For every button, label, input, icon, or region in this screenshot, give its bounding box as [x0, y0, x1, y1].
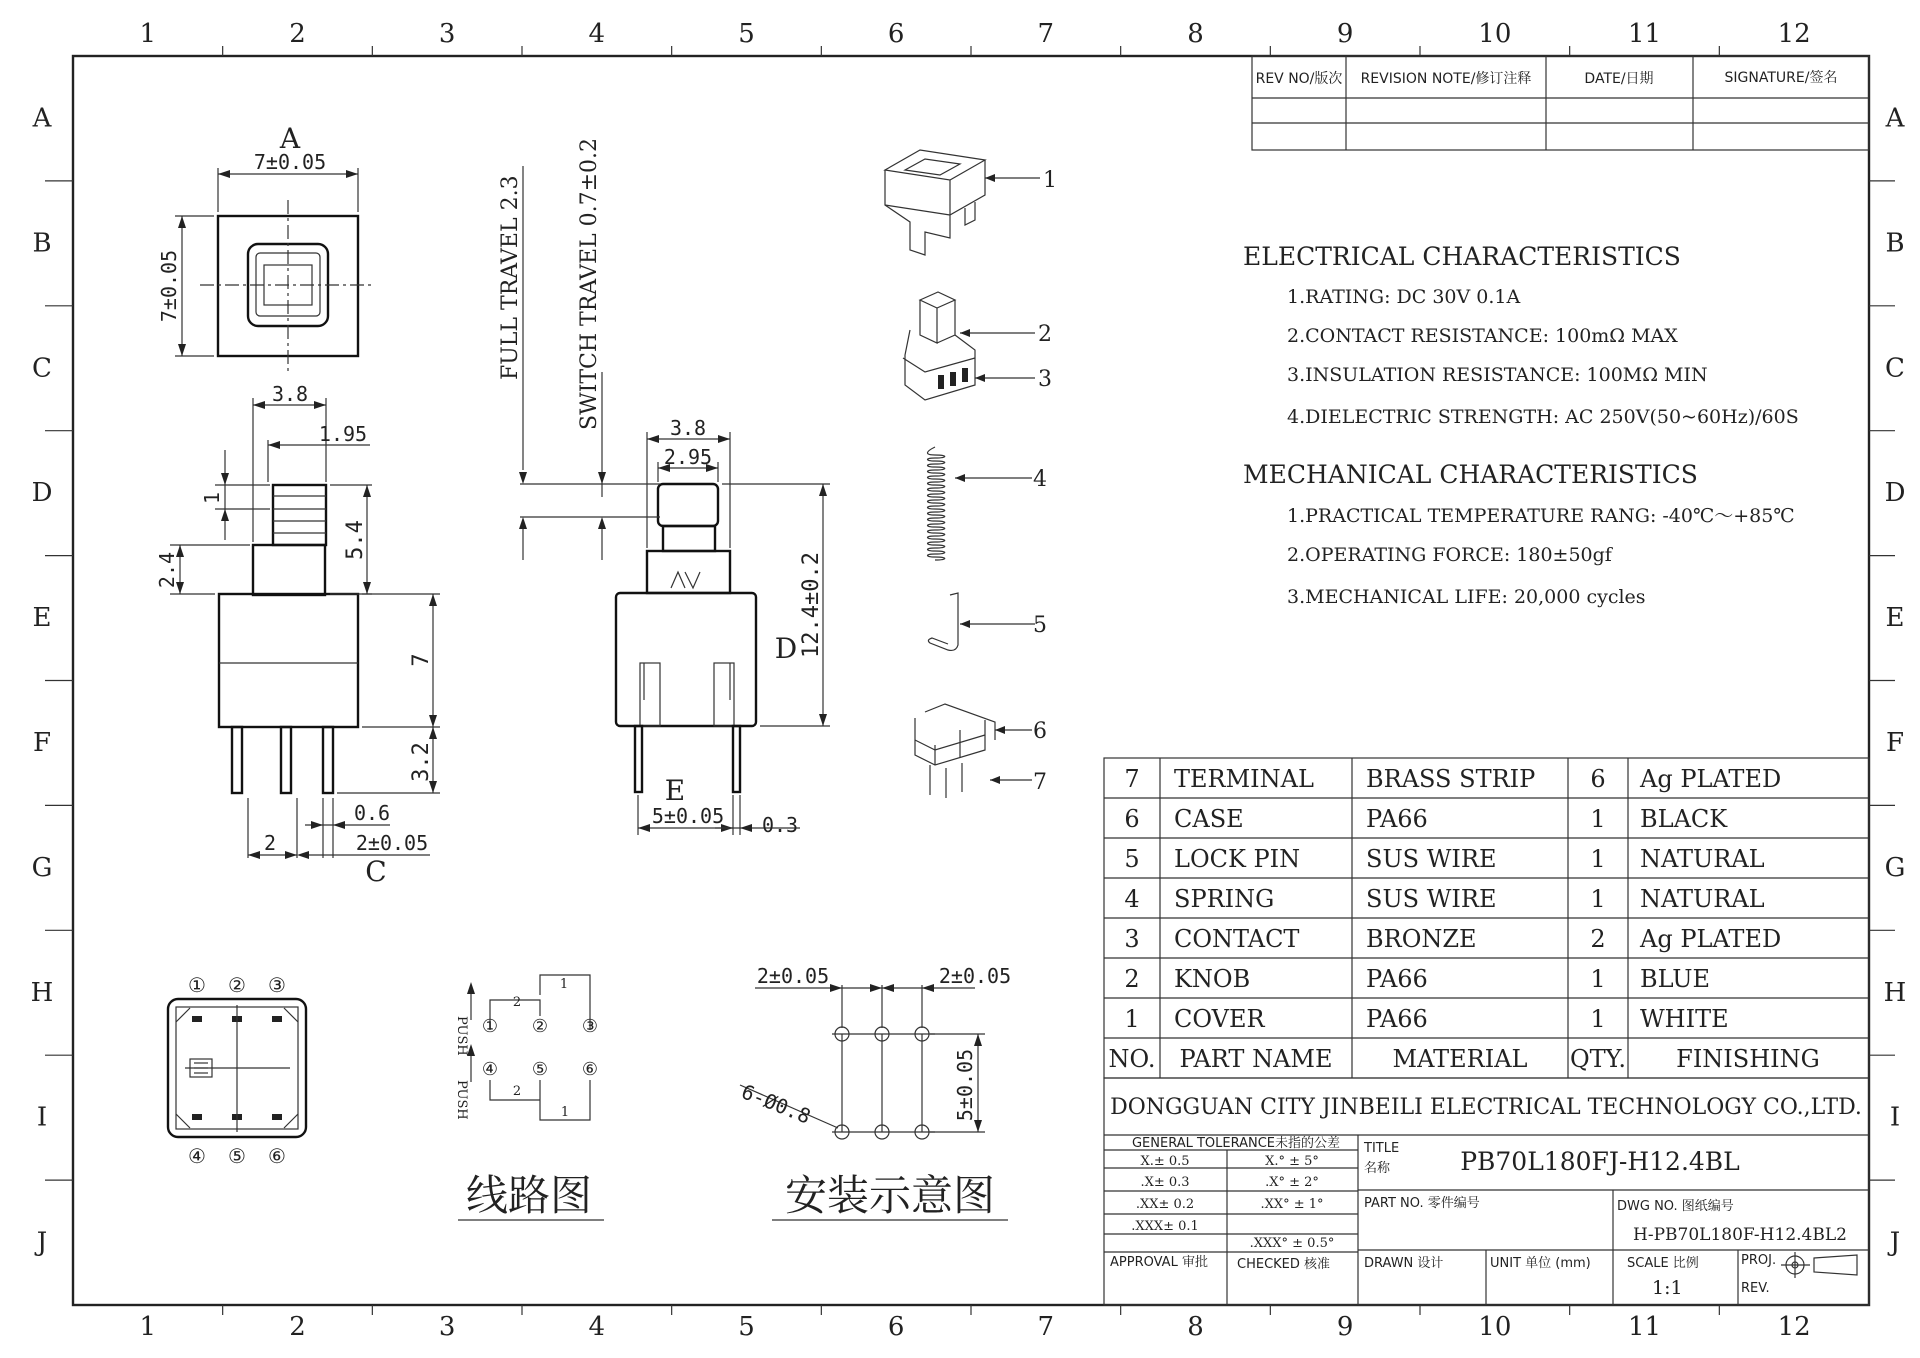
side-view — [498, 138, 830, 837]
dim-a-width: 7±0.05 — [253, 150, 327, 174]
grid-row-label: I — [1889, 1102, 1901, 1133]
bom-cell-material: PA66 — [1366, 965, 1428, 993]
dim-front-5-4: 5.4 — [343, 520, 368, 560]
electrical-title: ELECTRICAL CHARACTERISTICS — [1243, 242, 1681, 271]
bom-cell-finish: BLUE — [1640, 965, 1711, 993]
grid-row-label: E — [32, 603, 52, 634]
unit-label: UNIT 单位 (mm) — [1490, 1256, 1591, 1271]
dim-side-5: 5±0.05 — [651, 804, 725, 828]
grid-column-label: 11 — [1627, 19, 1662, 49]
bom-cell-name: CONTACT — [1174, 925, 1300, 953]
grid-row-label: I — [36, 1102, 48, 1133]
part-case-terminal — [915, 704, 1032, 798]
tolerance-linear: .XX± 0.2 — [1135, 1197, 1195, 1212]
drawn-label: DRAWN 设计 — [1364, 1256, 1444, 1271]
contact-number: 2 — [512, 995, 522, 1010]
bom-cell-name: LOCK PIN — [1174, 845, 1301, 873]
grid-row-label: A — [1885, 103, 1905, 134]
grid-row-label: F — [32, 727, 52, 758]
view-a-label: A — [279, 122, 301, 155]
bom-header-material: MATERIAL — [1392, 1045, 1528, 1073]
contact-number: 1 — [559, 977, 569, 992]
bom-cell-finish: Ag PLATED — [1640, 765, 1782, 793]
grid-column-label: 3 — [438, 19, 456, 49]
grid-column-label: 4 — [588, 1312, 606, 1342]
push-label: PUSH — [454, 1080, 469, 1120]
pin-label: ② — [531, 1016, 549, 1037]
tolerance-linear: .XXX± 0.1 — [1131, 1219, 1199, 1234]
grid-column-label: 6 — [887, 1312, 905, 1342]
grid-column-label: 3 — [438, 1312, 456, 1342]
view-c-label: C — [365, 855, 387, 888]
dim-front-2-4: 2.4 — [155, 551, 179, 589]
electrical-item: 4.DIELECTRIC STRENGTH: AC 250V(50~60Hz)/60S — [1287, 406, 1799, 428]
callout-7: 7 — [1033, 770, 1047, 795]
rev-header-no: REV NO/版次 — [1255, 71, 1343, 87]
company-name: DONGGUAN CITY JINBEILI ELECTRICAL TECHNOLOGY CO.,LTD. — [1110, 1095, 1862, 1120]
bom-cell-no: 7 — [1124, 765, 1140, 793]
scale-value: 1:1 — [1652, 1277, 1683, 1299]
proj-label: PROJ. — [1741, 1253, 1777, 1268]
grid-column-label: 9 — [1336, 1312, 1354, 1342]
grid-row-label: D — [31, 478, 53, 509]
dim-side-12-4: 12.4±0.2 — [799, 552, 824, 658]
mounting-diagram — [738, 964, 1011, 1220]
dwg-no-label: DWG NO. 图纸编号 — [1617, 1199, 1734, 1214]
bom-cell-qty: 6 — [1590, 765, 1606, 793]
callout-6: 6 — [1033, 719, 1047, 744]
scale-label: SCALE 比例 — [1627, 1256, 1699, 1271]
grid-row-label: G — [1884, 852, 1906, 883]
grid-row-label: B — [1885, 228, 1905, 259]
mechanical-item: 1.PRACTICAL TEMPERATURE RANG: -40℃～+85℃ — [1287, 505, 1795, 527]
dim-front-1: 1 — [200, 491, 224, 505]
bom-cell-name: CASE — [1174, 805, 1244, 833]
dim-a-height: 7±0.05 — [157, 249, 181, 323]
bom-cell-name: COVER — [1174, 1005, 1265, 1033]
bottom-view — [168, 973, 306, 1168]
grid-row-label: C — [32, 353, 52, 384]
callout-2: 2 — [1038, 322, 1052, 347]
bom-cell-finish: BLACK — [1640, 805, 1728, 833]
grid-column-label: 1 — [139, 19, 157, 49]
bom-cell-qty: 1 — [1590, 965, 1606, 993]
mechanical-title: MECHANICAL CHARACTERISTICS — [1243, 460, 1698, 489]
bom-cell-material: SUS WIRE — [1366, 845, 1497, 873]
electrical-item: 1.RATING: DC 30V 0.1A — [1287, 286, 1521, 308]
grid-row-label: F — [1885, 727, 1905, 758]
dim-front-7: 7 — [409, 653, 434, 667]
contact-number: 2 — [512, 1084, 522, 1099]
bom-cell-material: PA66 — [1366, 1005, 1428, 1033]
grid-column-label: 4 — [588, 19, 606, 49]
tolerance-label: GENERAL TOLERANCE未指的公差 — [1131, 1136, 1341, 1151]
pin-label: ⑥ — [268, 1144, 286, 1168]
grid-row-label: A — [32, 103, 52, 134]
part-cover — [885, 150, 1040, 255]
dim-front-1-95: 1.95 — [318, 422, 368, 446]
dim-mount-pitch-a: 2±0.05 — [756, 964, 830, 988]
bom-header-qty: QTY. — [1569, 1045, 1627, 1073]
pin-label: ③ — [581, 1016, 599, 1037]
dim-mount-holes: 6-Ø0.8 — [738, 1079, 815, 1129]
dim-front-2-pitch: 2±0.05 — [355, 831, 429, 855]
checked-label: CHECKED 核准 — [1237, 1257, 1331, 1272]
title-label: TITLE — [1364, 1141, 1400, 1156]
part-title: PB70L180FJ-H12.4BL — [1460, 1147, 1740, 1176]
dim-front-0-6: 0.6 — [353, 801, 391, 825]
grid-column-label: 10 — [1478, 1312, 1512, 1342]
dim-front-3-8: 3.8 — [271, 382, 309, 406]
dim-mount-pitch-b: 2±0.05 — [938, 964, 1012, 988]
grid-column-label: 12 — [1777, 1312, 1811, 1342]
grid-column-label: 5 — [738, 19, 755, 49]
grid-column-label: 2 — [289, 1312, 306, 1342]
rev-label: REV. — [1741, 1281, 1770, 1296]
grid-row-label: D — [1884, 478, 1906, 509]
bom-cell-qty: 1 — [1590, 1005, 1606, 1033]
grid-column-label: 12 — [1777, 19, 1811, 49]
pin-label: ③ — [268, 973, 286, 997]
grid-column-label: 7 — [1037, 1312, 1055, 1342]
bom-cell-finish: Ag PLATED — [1640, 925, 1782, 953]
electrical-item: 3.INSULATION RESISTANCE: 100MΩ MIN — [1287, 364, 1708, 386]
bom-cell-material: PA66 — [1366, 805, 1428, 833]
grid-row-label: H — [1883, 977, 1907, 1008]
tolerance-angular: .XXX° ± 0.5° — [1249, 1236, 1335, 1251]
tolerance-angular: X.° ± 5° — [1265, 1154, 1319, 1169]
bill-of-materials-table — [1104, 758, 1869, 1078]
grid-column-label: 1 — [139, 1312, 157, 1342]
tolerance-angular: .XX° ± 1° — [1260, 1197, 1324, 1212]
view-e-label: E — [664, 774, 686, 807]
part-knob-contact — [903, 292, 1035, 400]
top-view — [157, 122, 375, 372]
callout-5: 5 — [1033, 613, 1047, 638]
dwg-no: H-PB70L180F-H12.4BL2 — [1633, 1225, 1847, 1245]
dim-switch-travel: SWITCH TRAVEL 0.7±0.2 — [577, 137, 602, 430]
grid-column-label: 9 — [1336, 19, 1354, 49]
front-view — [155, 382, 440, 888]
grid-column-label: 8 — [1187, 1312, 1204, 1342]
callout-4: 4 — [1033, 467, 1047, 492]
revision-table — [1252, 56, 1869, 150]
title-block — [1104, 1078, 1869, 1305]
pin-label: ⑤ — [228, 1144, 246, 1168]
mechanical-item: 3.MECHANICAL LIFE: 20,000 cycles — [1287, 586, 1646, 608]
dim-mount-row: 5±0.05 — [953, 1048, 977, 1122]
grid-column-label: 11 — [1627, 1312, 1662, 1342]
circuit-caption: 线路图 — [465, 1171, 593, 1220]
bom-cell-qty: 1 — [1590, 885, 1606, 913]
dim-front-2: 2 — [263, 831, 277, 855]
tolerance-linear: X.± 0.5 — [1140, 1154, 1190, 1169]
bom-cell-no: 1 — [1124, 1005, 1140, 1033]
part-no-label: PART NO. 零件编号 — [1364, 1196, 1480, 1211]
grid-column-label: 8 — [1187, 19, 1204, 49]
grid-row-label: E — [1885, 603, 1905, 634]
bom-cell-finish: WHITE — [1640, 1005, 1729, 1033]
approval-label: APPROVAL 审批 — [1110, 1255, 1208, 1270]
bom-header-name: PART NAME — [1179, 1045, 1333, 1073]
grid-row-label: J — [36, 1227, 48, 1258]
bom-cell-qty: 1 — [1590, 805, 1606, 833]
electrical-characteristics — [1243, 242, 1799, 428]
view-d-label: D — [774, 632, 798, 665]
grid-row-label: H — [30, 977, 54, 1008]
bom-cell-name: TERMINAL — [1174, 765, 1314, 793]
grid-column-label: 10 — [1478, 19, 1512, 49]
dim-side-2-95: 2.95 — [663, 445, 713, 469]
bom-cell-material: BRASS STRIP — [1366, 765, 1536, 793]
part-lock-pin — [928, 593, 1035, 650]
bom-header-no: NO. — [1108, 1045, 1156, 1073]
dim-side-3-8: 3.8 — [669, 416, 707, 440]
pin-label: ④ — [481, 1059, 499, 1080]
pin-label: ① — [481, 1016, 499, 1037]
bom-cell-name: KNOB — [1174, 965, 1251, 993]
grid-row-label: G — [31, 852, 53, 883]
bom-cell-no: 5 — [1124, 845, 1140, 873]
callout-3: 3 — [1038, 367, 1052, 392]
grid-row-label: J — [1889, 1227, 1901, 1258]
bom-cell-finish: NATURAL — [1640, 845, 1765, 873]
pin-label: ② — [228, 973, 246, 997]
dim-side-0-3: 0.3 — [761, 813, 799, 837]
grid-row-label: B — [32, 228, 52, 259]
pin-label: ④ — [188, 1144, 206, 1168]
grid-column-label: 7 — [1037, 19, 1055, 49]
callout-1: 1 — [1043, 168, 1057, 193]
grid-column-label: 6 — [887, 19, 905, 49]
bom-cell-no: 4 — [1124, 885, 1140, 913]
dim-full-travel: FULL TRAVEL 2.3 — [498, 175, 523, 380]
install-caption: 安装示意图 — [784, 1171, 996, 1220]
bom-cell-qty: 1 — [1590, 845, 1606, 873]
tolerance-angular: .X° ± 2° — [1265, 1175, 1319, 1190]
contact-number: 1 — [560, 1105, 570, 1120]
pin-label: ① — [188, 973, 206, 997]
bom-cell-material: SUS WIRE — [1366, 885, 1497, 913]
bom-cell-no: 6 — [1124, 805, 1140, 833]
rev-header-note: REVISION NOTE/修订注释 — [1360, 71, 1532, 87]
rev-header-signature: SIGNATURE/签名 — [1724, 70, 1838, 86]
exploded-parts — [885, 150, 1057, 798]
bom-cell-material: BRONZE — [1366, 925, 1477, 953]
grid-column-label: 2 — [289, 19, 306, 49]
bom-cell-no: 2 — [1124, 965, 1140, 993]
projection-symbol-icon — [1781, 1252, 1857, 1278]
rev-header-date: DATE/日期 — [1584, 71, 1654, 87]
pin-label: ⑤ — [531, 1059, 549, 1080]
grid-column-label: 5 — [738, 1312, 755, 1342]
dim-front-3-2: 3.2 — [409, 742, 434, 782]
part-spring — [928, 447, 1033, 560]
bom-cell-name: SPRING — [1174, 885, 1275, 913]
grid-row-label: C — [1885, 353, 1905, 384]
push-label: PUSH — [454, 1016, 469, 1056]
title-label-cn: 名称 — [1364, 1161, 1391, 1176]
electrical-item: 2.CONTACT RESISTANCE: 100mΩ MAX — [1287, 325, 1678, 347]
bom-header-finish: FINISHING — [1676, 1045, 1820, 1073]
mechanical-characteristics — [1243, 460, 1795, 608]
bom-cell-no: 3 — [1124, 925, 1140, 953]
pin-label: ⑥ — [581, 1059, 599, 1080]
bom-cell-qty: 2 — [1590, 925, 1606, 953]
mechanical-item: 2.OPERATING FORCE: 180±50gf — [1287, 544, 1612, 566]
bom-cell-finish: NATURAL — [1640, 885, 1765, 913]
circuit-diagram — [454, 975, 604, 1220]
tolerance-linear: .X± 0.3 — [1140, 1175, 1190, 1190]
